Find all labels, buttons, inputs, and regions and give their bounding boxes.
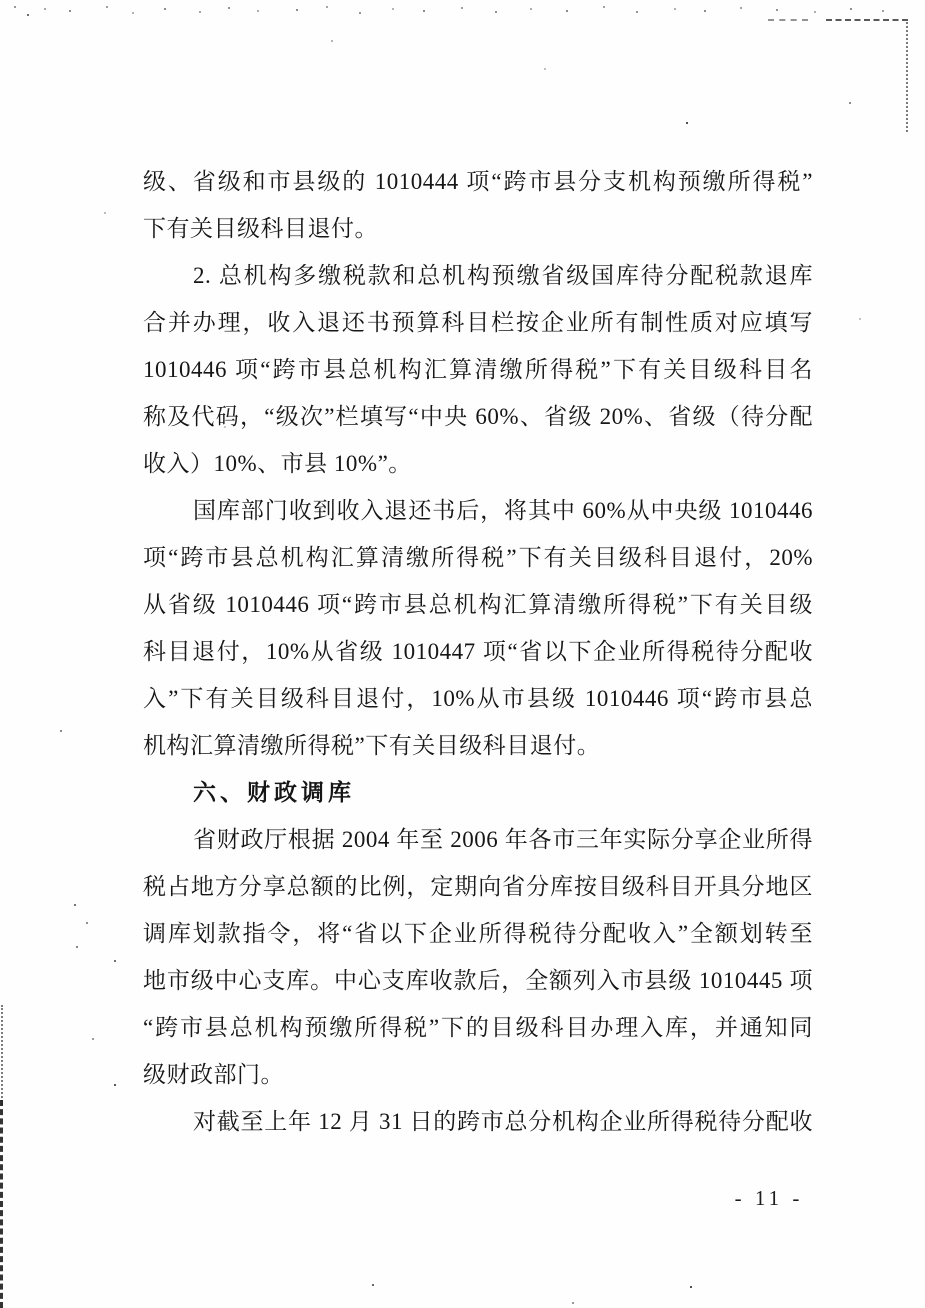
text-line: 税占地方分享总额的比例，定期向省分库按目级科目开具分地区 (143, 874, 813, 899)
document-body (143, 158, 813, 1145)
scan-noise-specks (14, 6, 16, 8)
text-line: 省财政厅根据 2004 年至 2006 年各市三年实际分享企业所得 (193, 827, 813, 852)
scan-artifact-dashed-line (826, 19, 908, 21)
text-line: 对截至上年 12 月 31 日的跨市总分机构企业所得税待分配收 (193, 1109, 813, 1134)
scan-artifact-dashed-line (768, 19, 808, 21)
text-line: 称及代码，“级次”栏填写“中央 60%、省级 20%、省级（待分配 (143, 404, 813, 429)
scan-artifact-dashed-left-edge (0, 1100, 3, 1308)
text-line: 级财政部门。 (143, 1062, 284, 1087)
text-line: 机构汇算清缴所得税”下有关目级科目退付。 (143, 733, 601, 758)
text-line: 下有关目级科目退付。 (143, 216, 378, 241)
text-line: 合并办理，收入退还书预算科目栏按企业所有制性质对应填写 (143, 310, 813, 335)
section-heading: 六、财政调库 (193, 779, 355, 805)
scan-artifact-dotted-right-edge (906, 22, 908, 132)
text-line: 调库划款指令，将“省以下企业所得税待分配收入”全额划转至 (143, 921, 813, 946)
text-line: 1010446 项“跨市县总机构汇算清缴所得税”下有关目级科目名 (143, 357, 813, 382)
text-line: 收入）10%、市县 10%”。 (143, 451, 412, 476)
text-line: 地市级中心支库。中心支库收款后，全额列入市县级 1010445 项 (143, 968, 813, 993)
page-number: - 11 - (734, 1186, 804, 1210)
text-line: 2. 总机构多缴税款和总机构预缴省级国库待分配税款退库 (193, 263, 813, 288)
text-line: 国库部门收到收入退还书后，将其中 60%从中央级 1010446 (193, 498, 813, 523)
text-line: 科目退付，10%从省级 1010447 项“省以下企业所得税待分配收 (143, 639, 813, 664)
text-line: 级、省级和市县级的 1010444 项“跨市县分支机构预缴所得税” (143, 169, 813, 194)
text-line: 项“跨市县总机构汇算清缴所得税”下有关目级科目退付，20% (143, 545, 813, 570)
text-line: “跨市县总机构预缴所得税”下的目级科目办理入库，并通知同 (143, 1015, 813, 1040)
text-line: 从省级 1010446 项“跨市县总机构汇算清缴所得税”下有关目级 (143, 592, 813, 617)
scan-artifact-dotted-left-edge (1, 1005, 3, 1105)
text-line: 入”下有关目级科目退付，10%从市县级 1010446 项“跨市县总 (143, 686, 813, 711)
